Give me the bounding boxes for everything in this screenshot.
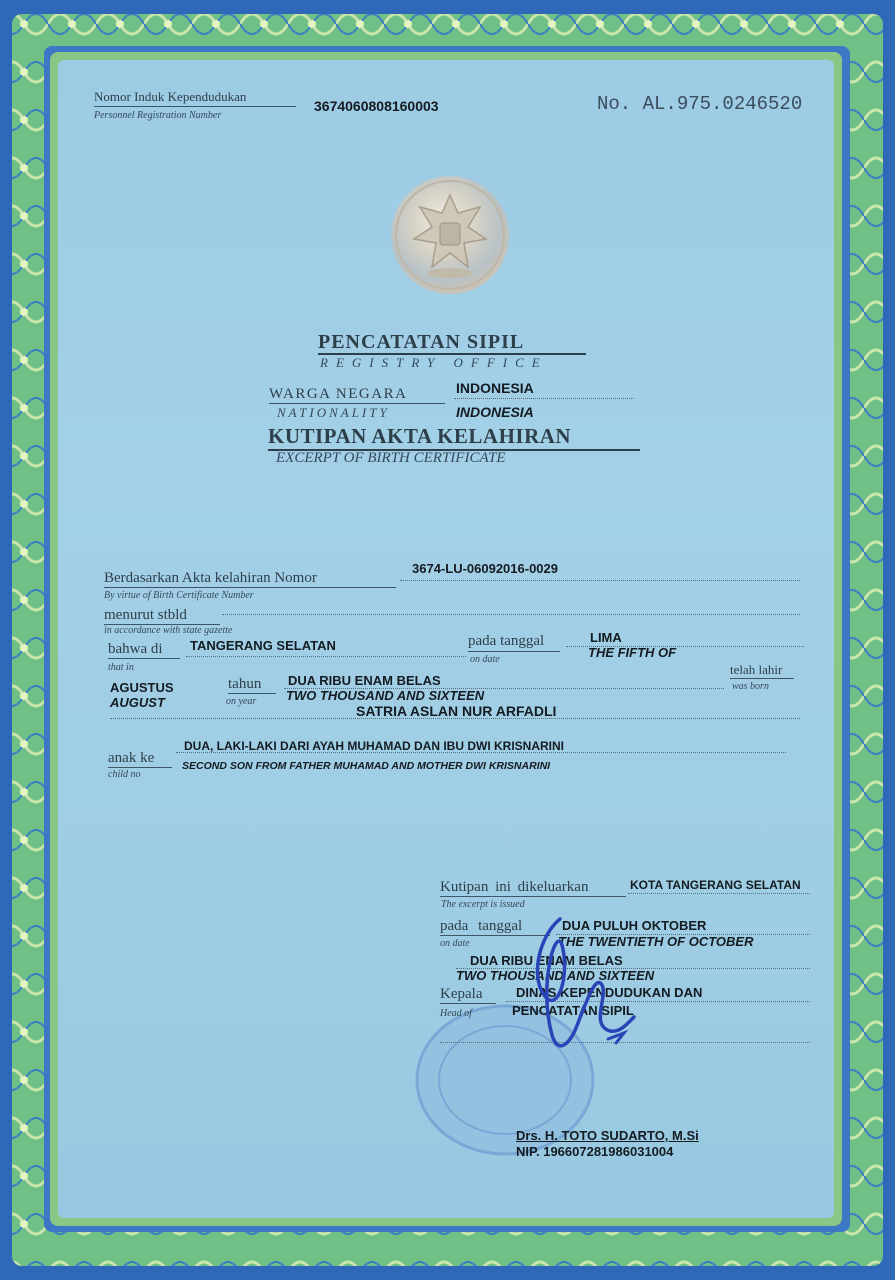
child-order-label-en: child no <box>108 769 141 780</box>
document-title-en: EXCERPT OF BIRTH CERTIFICATE <box>276 450 506 466</box>
birth-date-label-en: on date <box>470 654 500 665</box>
birth-month-value-en: AUGUST <box>110 695 165 710</box>
birth-date-label: pada tanggal <box>468 633 545 649</box>
stbld-label: menurut stbld <box>104 607 187 623</box>
issued-label: Kutipan ini dikeluarkan <box>440 879 589 895</box>
cert-number-label-en: By virtue of Birth Certificate Number <box>104 590 254 601</box>
citizen-value: INDONESIA <box>456 380 534 396</box>
issued-label-en: The excerpt is issued <box>441 899 525 910</box>
issue-date-label: pada tanggal <box>440 918 523 934</box>
born-label-en: was born <box>732 681 769 692</box>
issue-year-value: DUA RIBU ENAM BELAS <box>470 953 623 968</box>
office-title-en: REGISTRY OFFICE <box>320 355 548 370</box>
child-order-value-en: SECOND SON FROM FATHER MUHAMAD AND MOTHER DWI KRISNARINI <box>182 760 551 772</box>
office-title: PENCATATAN SIPIL <box>318 331 525 353</box>
child-name-value: SATRIA ASLAN NUR ARFADLI <box>356 703 557 719</box>
head-label-en: Head of <box>440 1008 472 1019</box>
citizen-label: WARGA NEGARA <box>269 386 408 402</box>
place-label-en: that in <box>108 662 134 673</box>
year-label-en: on year <box>226 696 257 707</box>
garuda-emblem-icon <box>388 173 512 297</box>
head-label: Kepala <box>440 986 483 1002</box>
cert-number-label: Berdasarkan Akta kelahiran Nomor <box>104 570 317 586</box>
place-label: bahwa di <box>108 641 163 657</box>
born-label: telah lahir <box>730 662 783 677</box>
birth-date-value: LIMA <box>590 630 622 645</box>
nationality-label: NATIONALITY <box>277 405 390 420</box>
nik-label: Nomor Induk Kependudukan <box>94 89 247 104</box>
place-value: TANGERANG SELATAN <box>190 638 336 653</box>
nik-value: 3674060808160003 <box>314 98 439 114</box>
cert-number-value: 3674-LU-06092016-0029 <box>412 561 558 576</box>
head-value-line2: PENCATATAN SIPIL <box>512 1003 634 1018</box>
stbld-label-en: in accordance with state gazette <box>104 625 233 636</box>
issue-date-value-en: THE TWENTIETH OF OCTOBER <box>558 934 754 949</box>
issued-place-value: KOTA TANGERANG SELATAN <box>630 878 801 892</box>
issue-year-value-en: TWO THOUSAND AND SIXTEEN <box>456 968 655 983</box>
nik-label-en: Personnel Registration Number <box>94 110 222 121</box>
head-value-line1: DINAS KEPENDUDUKAN DAN <box>516 985 703 1000</box>
official-name: Drs. H. TOTO SUDARTO, M.Si <box>516 1128 699 1143</box>
signature-icon <box>500 905 680 1065</box>
document-title: KUTIPAN AKTA KELAHIRAN <box>268 424 572 448</box>
nationality-value: INDONESIA <box>456 404 534 420</box>
birth-year-value-en: TWO THOUSAND AND SIXTEEN <box>286 688 485 703</box>
year-label: tahun <box>228 676 262 692</box>
issue-date-value: DUA PULUH OKTOBER <box>562 918 707 933</box>
birth-date-value-en: THE FIFTH OF <box>588 645 677 660</box>
issue-date-label-en: on date <box>440 938 470 949</box>
official-nip: NIP. 196607281986031004 <box>516 1144 674 1159</box>
birth-month-value: AGUSTUS <box>110 680 174 695</box>
serial-number: No. AL.975.0246520 <box>597 93 803 115</box>
child-order-value: DUA, LAKI-LAKI DARI AYAH MUHAMAD DAN IBU DWI KRISNARINI <box>184 739 564 753</box>
birth-year-value: DUA RIBU ENAM BELAS <box>288 673 441 688</box>
child-order-label: anak ke <box>108 750 155 766</box>
